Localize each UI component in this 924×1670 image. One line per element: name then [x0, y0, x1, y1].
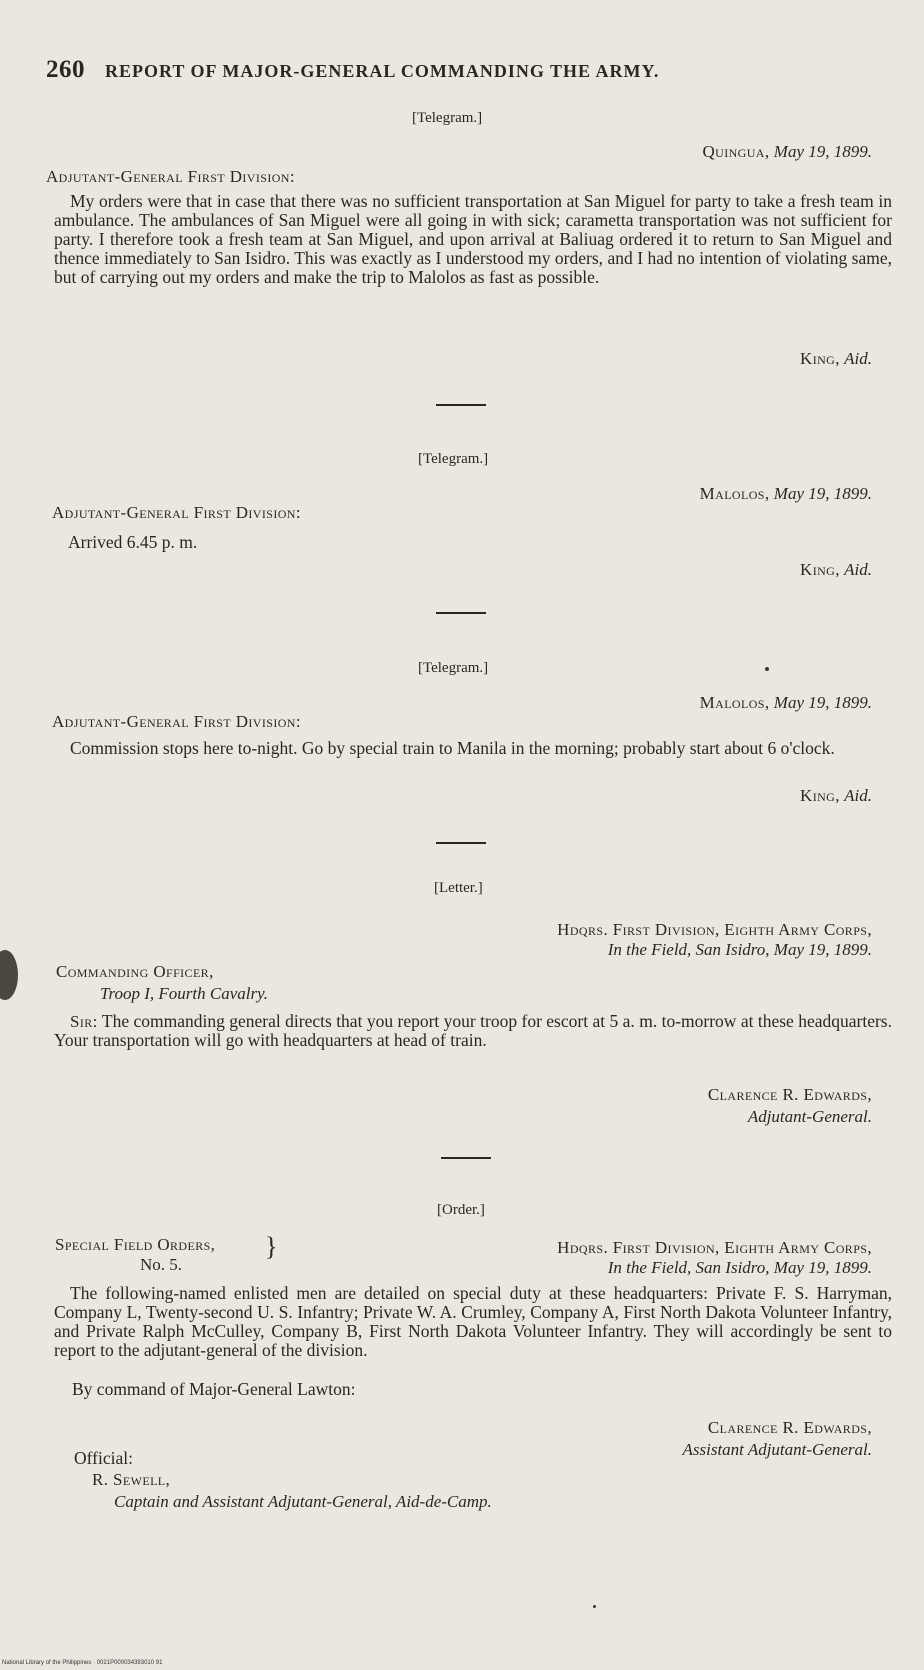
order-body: The following-named enlisted men are detailed on special duty at these headquarters: Private F. S. Harryman, Company L, Twenty-second U. S. Infantry; Private W. A. Crumley, Company A, First North Dakota Volunteer Infantry, and Private Ralph McCulley, Company B, First North Dakota Volunteer Infantry. They will accordingly be sent to report to the adjutant-general of the division.: [54, 1283, 892, 1360]
letter-addressee: Commanding Officer,: [56, 962, 214, 981]
letter-headquarters: Hdqrs. First Division, Eighth Army Corps,: [557, 920, 872, 939]
page-header: [46, 56, 659, 84]
telegram-dateline: Malolos, May 19, 1899.: [699, 693, 872, 712]
letter-signer-title: Adjutant-General.: [747, 1107, 872, 1126]
telegram-body: Commission stops here to-night. Go by special train to Manila in the morning; probably start about 6 o'clock.: [70, 738, 835, 758]
telegram-signature: King, Aid.: [800, 786, 872, 805]
telegram-label: [Telegram.]: [418, 451, 489, 467]
official-title: Captain and Assistant Adjutant-General, Aid-de-Camp.: [114, 1492, 492, 1511]
section-divider: [436, 842, 486, 844]
order-command-line: By command of Major-General Lawton:: [72, 1379, 356, 1399]
order-headquarters: Hdqrs. First Division, Eighth Army Corps,: [557, 1238, 872, 1257]
letter-dateline: In the Field, San Isidro, May 19, 1899.: [607, 940, 872, 959]
order-dateline: In the Field, San Isidro, May 19, 1899.: [607, 1258, 872, 1277]
page-number: 260: [46, 56, 85, 83]
telegram-addressee: Adjutant-General First Division:: [52, 503, 301, 522]
official-label: Official:: [74, 1448, 133, 1468]
order-label: [Order.]: [437, 1202, 485, 1218]
telegram-body: Arrived 6.45 p. m.: [68, 532, 198, 552]
order-heading: Special Field Orders,: [55, 1235, 216, 1254]
running-title: REPORT OF MAJOR-GENERAL COMMANDING THE ARMY.: [105, 61, 660, 81]
telegram-body: My orders were that in case that there was no sufficient transportation at San Miguel for party to take a fresh team in ambulance. The ambulances of San Miguel were all going in with sick; carametta transportation was not sufficient for party. I therefore took a fresh team at San Miguel, and upon arrival at Baliuag ordered it to return to San Miguel and thence immediately to San Isidro. This was exactly as I understood my orders, and I had no intention of violating same, but of carrying out my orders and make the trip to Malolos as fast as possible.: [54, 191, 892, 287]
letter-label: [Letter.]: [434, 880, 483, 896]
order-number: No. 5.: [140, 1255, 183, 1274]
scan-speck: [593, 1605, 596, 1608]
telegram-signature: King, Aid.: [800, 560, 872, 579]
order-brace: }: [265, 1232, 278, 1261]
section-divider: [441, 1157, 491, 1159]
scan-footer: National Library of the Philippines · 0021P000034393010 91: [2, 1660, 163, 1666]
order-signer: Clarence R. Edwards,: [707, 1418, 872, 1437]
telegram-dateline: Malolos, May 19, 1899.: [699, 484, 872, 503]
telegram-label: [Telegram.]: [412, 110, 483, 126]
section-divider: [436, 404, 486, 406]
order-signer-title: Assistant Adjutant-General.: [682, 1440, 872, 1459]
official-name: R. Sewell,: [92, 1470, 171, 1489]
letter-signer: Clarence R. Edwards,: [707, 1085, 872, 1104]
section-divider: [436, 612, 486, 614]
telegram-dateline: Quingua, May 19, 1899.: [702, 142, 872, 161]
scan-speck: [765, 667, 769, 671]
telegram-signature: King, Aid.: [800, 349, 872, 368]
telegram-addressee: Adjutant-General First Division:: [52, 712, 301, 731]
letter-addressee-unit: Troop I, Fourth Cavalry.: [100, 984, 268, 1003]
telegram-label: [Telegram.]: [418, 660, 489, 676]
scan-blemish: [0, 950, 18, 1000]
letter-body: Sir: The commanding general directs that you report your troop for escort at 5 a. m. to-morrow at these headquarters. Your transportation will go with headquarters at head of train.: [54, 1011, 892, 1050]
telegram-addressee: Adjutant-General First Division:: [46, 167, 295, 186]
